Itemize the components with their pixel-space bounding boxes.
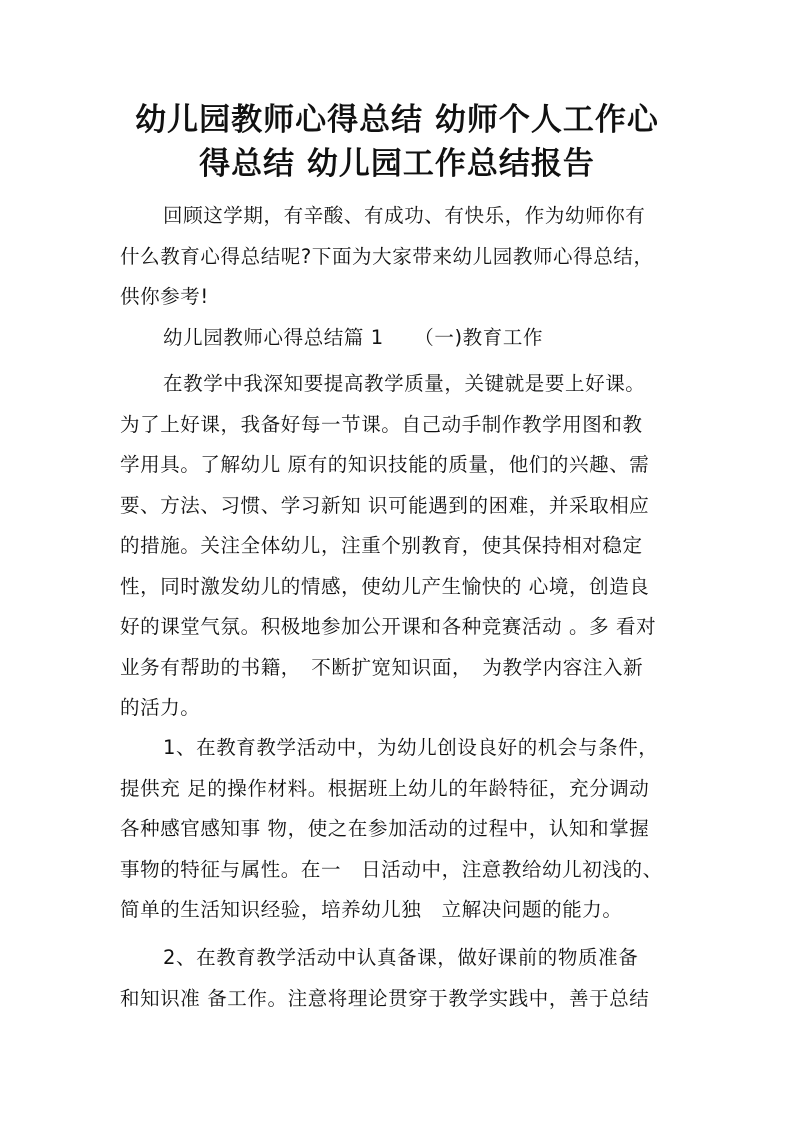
numbered-paragraph-2: [120, 938, 682, 1019]
title-line: 幼儿园教师心得总结 幼师个人工作心: [135, 102, 659, 138]
paragraph-line: 业务有帮助的书籍， 不断扩宽知识面， 为教学内容注入新: [120, 655, 644, 679]
document-title: [100, 98, 694, 186]
paragraph-line: 和知识准 备工作。注意将理论贯穿于教学实践中，善于总结: [120, 986, 650, 1010]
paragraph-line: 学用具。了解幼儿 原有的知识技能的质量，他们的兴趣、需: [120, 453, 650, 476]
teaching-paragraph: [120, 364, 682, 729]
paragraph-line: 为了上好课，我备好每一节课。自己动手制作教学用图和教: [120, 412, 643, 436]
paragraph-line: 什么教育心得总结呢?下面为大家带来幼儿园教师心得总结，: [120, 244, 654, 268]
numbered-paragraph-1: [120, 728, 682, 931]
paragraph-line: 事物的特征与属性。在一 日活动中，注意教给幼儿初浅的、: [120, 857, 663, 881]
paragraph-line: 在教学中我深知要提高教学质量，关键就是要上好课。: [163, 372, 646, 395]
paragraph-line: 提供充 足的操作材料。根据班上幼儿的年龄特征，充分调动: [120, 776, 650, 800]
paragraph-line: 2、在教育教学活动中认真备课，做好课前的物质准备: [163, 946, 639, 969]
paragraph-line: 的活力。: [120, 696, 201, 719]
title-line: 得总结 幼儿园工作总结报告: [199, 146, 595, 182]
section-heading-line: 幼儿园教师心得总结篇 1 （一)教育工作: [163, 326, 544, 349]
paragraph-line: 要、方法、习惯、学习新知 识可能遇到的困难，并采取相应: [120, 493, 650, 517]
paragraph-line: 好的课堂气氛。积极地参加公开课和各种竞赛活动 。多 看对: [120, 615, 657, 638]
intro-paragraph: [120, 196, 682, 318]
paragraph-line: 供你参考!: [120, 285, 209, 308]
paragraph-line: 性，同时激发幼儿的情感，使幼儿产生愉快的 心境，创造良: [120, 574, 650, 598]
paragraph-line: 简单的生活知识经验，培养幼儿独 立解决问题的能力。: [120, 898, 623, 921]
paragraph-line: 的措施。关注全体幼儿，注重个别教育，使其保持相对稳定: [120, 534, 643, 557]
section-heading: [120, 318, 682, 359]
paragraph-line: 各种感官感知事 物，使之在参加活动的过程中，认知和掌握: [120, 817, 650, 840]
paragraph-line: 1、在教育教学活动中，为幼儿创设良好的机会与条件，: [163, 736, 659, 759]
paragraph-line: 回顾这学期，有辛酸、有成功、有快乐，作为幼师你有: [163, 204, 646, 227]
